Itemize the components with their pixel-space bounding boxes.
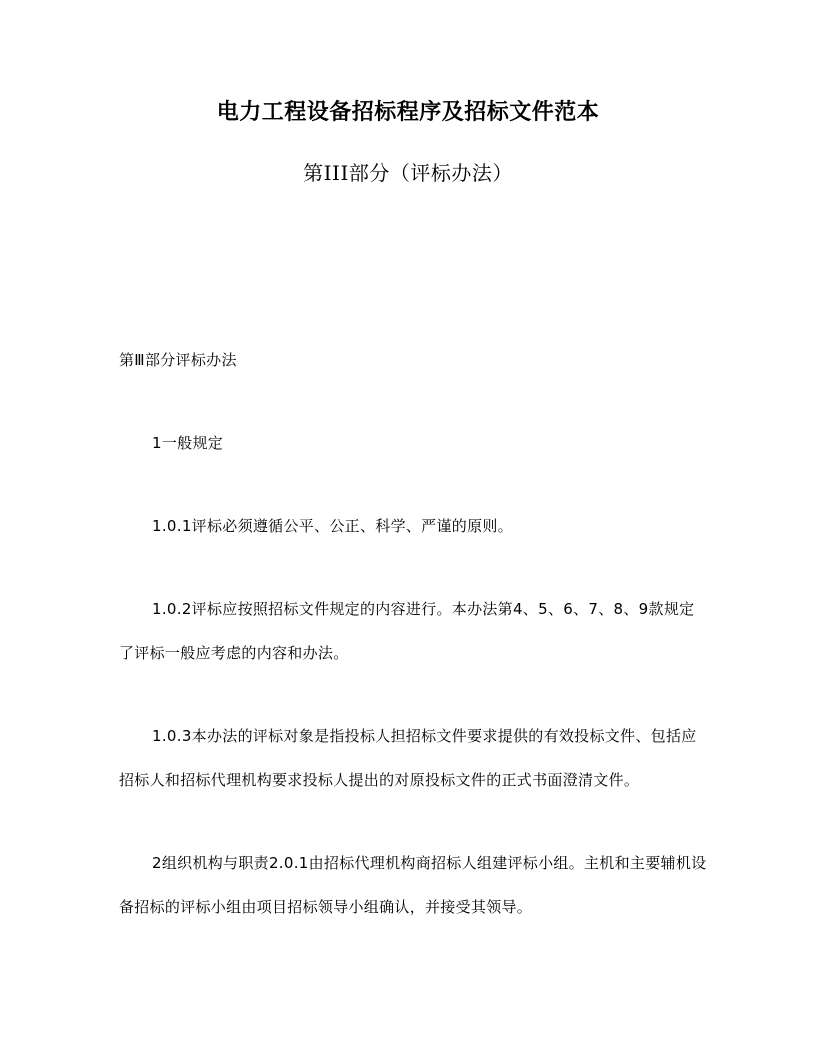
paragraph-2: 2组织机构与职责2.0.1由招标代理机构商招标人组建评标小组。主机和主要辅机设备招标的评标小组由项目招标领导小组确认，并接受其领导。 <box>119 854 707 916</box>
paragraph-1-0-3: 1.0.3本办法的评标对象是指投标人担招标文件要求提供的有效投标文件、包括应招标人和招标代理机构要求投标人提出的对原投标文件的正式书面澄清文件。 <box>119 727 697 789</box>
document-body <box>119 338 709 929</box>
document-title: 电力工程设备招标程序及招标文件范本 <box>216 99 600 125</box>
document-subtitle: 第III部分（评标办法） <box>303 161 513 185</box>
subsection-heading: 1一般规定 <box>152 434 224 452</box>
paragraph-1-0-2: 1.0.2评标应按照招标文件规定的内容进行。本办法第4、5、6、7、8、9款规定了评标一般应考虑的内容和办法。 <box>119 600 695 662</box>
paragraph-1-0-1: 1.0.1评标必须遵循公平、公正、科学、严谨的原则。 <box>152 517 513 535</box>
section-heading: 第Ⅲ部分评标办法 <box>119 351 237 369</box>
